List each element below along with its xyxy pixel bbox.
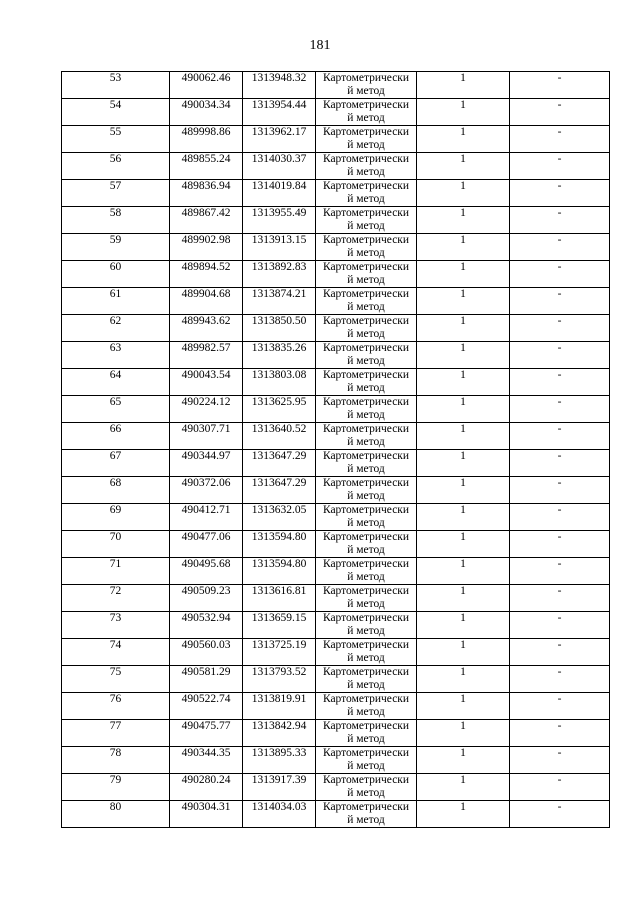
point-number-cell: 80: [62, 801, 170, 828]
precision-cell: 1: [417, 639, 510, 666]
method-line-1: Картометрически: [322, 261, 410, 273]
method-line-1: Картометрически: [322, 477, 410, 489]
precision-cell: 1: [417, 288, 510, 315]
y-coordinate-cell: 1314019.84: [243, 180, 316, 207]
table-row: [62, 693, 610, 720]
method-line-1: Картометрически: [322, 99, 410, 111]
description-cell: -: [510, 801, 610, 828]
description-cell: -: [510, 693, 610, 720]
table-row: [62, 288, 610, 315]
method-cell: [316, 774, 417, 801]
x-coordinate-cell: 490307.71: [170, 423, 243, 450]
table-row: [62, 180, 610, 207]
y-coordinate-cell: 1313725.19: [243, 639, 316, 666]
x-coordinate-cell: 489998.86: [170, 126, 243, 153]
y-coordinate-cell: 1313803.08: [243, 369, 316, 396]
method-line-2: й метод: [347, 544, 385, 556]
table-row: [62, 450, 610, 477]
precision-cell: 1: [417, 747, 510, 774]
description-cell: -: [510, 531, 610, 558]
y-coordinate-cell: 1313842.94: [243, 720, 316, 747]
table-row: [62, 612, 610, 639]
point-number-cell: 68: [62, 477, 170, 504]
precision-cell: 1: [417, 423, 510, 450]
x-coordinate-cell: 490412.71: [170, 504, 243, 531]
table-row: [62, 261, 610, 288]
method-line-2: й метод: [347, 220, 385, 232]
table-row: [62, 747, 610, 774]
method-line-2: й метод: [347, 301, 385, 313]
method-cell: [316, 693, 417, 720]
method-cell: [316, 585, 417, 612]
table-row: [62, 504, 610, 531]
method-line-2: й метод: [347, 409, 385, 421]
method-line-2: й метод: [347, 166, 385, 178]
precision-cell: 1: [417, 342, 510, 369]
precision-cell: 1: [417, 693, 510, 720]
description-cell: -: [510, 261, 610, 288]
y-coordinate-cell: 1313892.83: [243, 261, 316, 288]
x-coordinate-cell: 489943.62: [170, 315, 243, 342]
method-cell: [316, 288, 417, 315]
description-cell: -: [510, 234, 610, 261]
description-cell: -: [510, 720, 610, 747]
table-row: [62, 126, 610, 153]
y-coordinate-cell: 1313594.80: [243, 558, 316, 585]
precision-cell: 1: [417, 477, 510, 504]
y-coordinate-cell: 1313819.91: [243, 693, 316, 720]
method-cell: [316, 423, 417, 450]
point-number-cell: 69: [62, 504, 170, 531]
method-cell: [316, 558, 417, 585]
method-line-1: Картометрически: [322, 747, 410, 759]
point-number-cell: 66: [62, 423, 170, 450]
method-cell: [316, 180, 417, 207]
y-coordinate-cell: 1313616.81: [243, 585, 316, 612]
x-coordinate-cell: 490509.23: [170, 585, 243, 612]
method-line-1: Картометрически: [322, 450, 410, 462]
method-line-2: й метод: [347, 787, 385, 799]
point-number-cell: 76: [62, 693, 170, 720]
method-line-1: Картометрически: [322, 72, 410, 84]
description-cell: -: [510, 126, 610, 153]
method-line-2: й метод: [347, 490, 385, 502]
table-row: [62, 72, 610, 99]
point-number-cell: 58: [62, 207, 170, 234]
method-cell: [316, 342, 417, 369]
description-cell: -: [510, 288, 610, 315]
description-cell: -: [510, 99, 610, 126]
method-line-2: й метод: [347, 274, 385, 286]
y-coordinate-cell: 1314030.37: [243, 153, 316, 180]
method-line-2: й метод: [347, 139, 385, 151]
method-line-1: Картометрически: [322, 126, 410, 138]
method-cell: [316, 126, 417, 153]
method-cell: [316, 531, 417, 558]
method-line-2: й метод: [347, 382, 385, 394]
method-line-2: й метод: [347, 112, 385, 124]
method-cell: [316, 153, 417, 180]
x-coordinate-cell: 489982.57: [170, 342, 243, 369]
method-line-2: й метод: [347, 733, 385, 745]
method-line-1: Картометрически: [322, 234, 410, 246]
precision-cell: 1: [417, 72, 510, 99]
x-coordinate-cell: 489894.52: [170, 261, 243, 288]
method-line-2: й метод: [347, 598, 385, 610]
y-coordinate-cell: 1313594.80: [243, 531, 316, 558]
y-coordinate-cell: 1313647.29: [243, 477, 316, 504]
y-coordinate-cell: 1313948.32: [243, 72, 316, 99]
method-line-1: Картометрически: [322, 423, 410, 435]
x-coordinate-cell: 490475.77: [170, 720, 243, 747]
point-number-cell: 62: [62, 315, 170, 342]
point-number-cell: 67: [62, 450, 170, 477]
precision-cell: 1: [417, 207, 510, 234]
method-line-1: Картометрически: [322, 720, 410, 732]
page-number: 181: [309, 38, 331, 53]
point-number-cell: 70: [62, 531, 170, 558]
method-line-2: й метод: [347, 625, 385, 637]
y-coordinate-cell: 1313917.39: [243, 774, 316, 801]
y-coordinate-cell: 1313954.44: [243, 99, 316, 126]
description-cell: -: [510, 396, 610, 423]
method-line-1: Картометрически: [322, 180, 410, 192]
x-coordinate-cell: 490224.12: [170, 396, 243, 423]
coordinates-table-body: [62, 72, 610, 828]
point-number-cell: 57: [62, 180, 170, 207]
method-cell: [316, 612, 417, 639]
method-line-1: Картометрически: [322, 585, 410, 597]
method-line-1: Картометрически: [322, 801, 410, 813]
description-cell: -: [510, 747, 610, 774]
precision-cell: 1: [417, 504, 510, 531]
method-line-2: й метод: [347, 679, 385, 691]
table-row: [62, 477, 610, 504]
method-cell: [316, 315, 417, 342]
y-coordinate-cell: 1313913.15: [243, 234, 316, 261]
table-row: [62, 207, 610, 234]
method-line-1: Картометрически: [322, 774, 410, 786]
precision-cell: 1: [417, 315, 510, 342]
y-coordinate-cell: 1313659.15: [243, 612, 316, 639]
method-cell: [316, 99, 417, 126]
y-coordinate-cell: 1313874.21: [243, 288, 316, 315]
method-line-1: Картометрически: [322, 639, 410, 651]
method-line-1: Картометрически: [322, 342, 410, 354]
y-coordinate-cell: 1313793.52: [243, 666, 316, 693]
description-cell: -: [510, 207, 610, 234]
x-coordinate-cell: 490034.34: [170, 99, 243, 126]
x-coordinate-cell: 490062.46: [170, 72, 243, 99]
y-coordinate-cell: 1313955.49: [243, 207, 316, 234]
description-cell: -: [510, 666, 610, 693]
x-coordinate-cell: 490477.06: [170, 531, 243, 558]
method-cell: [316, 801, 417, 828]
precision-cell: 1: [417, 558, 510, 585]
method-line-2: й метод: [347, 247, 385, 259]
y-coordinate-cell: 1313632.05: [243, 504, 316, 531]
point-number-cell: 78: [62, 747, 170, 774]
description-cell: -: [510, 504, 610, 531]
x-coordinate-cell: 489836.94: [170, 180, 243, 207]
point-number-cell: 65: [62, 396, 170, 423]
method-cell: [316, 450, 417, 477]
table-row: [62, 558, 610, 585]
y-coordinate-cell: 1313850.50: [243, 315, 316, 342]
precision-cell: 1: [417, 153, 510, 180]
table-row: [62, 342, 610, 369]
precision-cell: 1: [417, 234, 510, 261]
x-coordinate-cell: 490344.97: [170, 450, 243, 477]
precision-cell: 1: [417, 99, 510, 126]
x-coordinate-cell: 490280.24: [170, 774, 243, 801]
y-coordinate-cell: 1313835.26: [243, 342, 316, 369]
point-number-cell: 64: [62, 369, 170, 396]
precision-cell: 1: [417, 396, 510, 423]
description-cell: -: [510, 639, 610, 666]
method-line-1: Картометрически: [322, 153, 410, 165]
method-cell: [316, 477, 417, 504]
method-cell: [316, 261, 417, 288]
method-line-1: Картометрически: [322, 612, 410, 624]
coordinates-table: [61, 71, 610, 828]
description-cell: -: [510, 180, 610, 207]
method-cell: [316, 369, 417, 396]
point-number-cell: 77: [62, 720, 170, 747]
method-line-2: й метод: [347, 85, 385, 97]
method-line-1: Картометрически: [322, 369, 410, 381]
table-row: [62, 720, 610, 747]
method-cell: [316, 72, 417, 99]
table-row: [62, 153, 610, 180]
x-coordinate-cell: 490495.68: [170, 558, 243, 585]
x-coordinate-cell: 489867.42: [170, 207, 243, 234]
x-coordinate-cell: 489855.24: [170, 153, 243, 180]
description-cell: -: [510, 315, 610, 342]
method-cell: [316, 666, 417, 693]
method-cell: [316, 396, 417, 423]
precision-cell: 1: [417, 774, 510, 801]
method-line-2: й метод: [347, 355, 385, 367]
method-line-2: й метод: [347, 436, 385, 448]
precision-cell: 1: [417, 450, 510, 477]
method-line-1: Картометрически: [322, 288, 410, 300]
table-row: [62, 234, 610, 261]
table-row: [62, 801, 610, 828]
precision-cell: 1: [417, 801, 510, 828]
method-cell: [316, 234, 417, 261]
precision-cell: 1: [417, 720, 510, 747]
method-line-2: й метод: [347, 814, 385, 826]
description-cell: -: [510, 477, 610, 504]
description-cell: -: [510, 774, 610, 801]
method-line-2: й метод: [347, 760, 385, 772]
description-cell: -: [510, 585, 610, 612]
method-line-1: Картометрически: [322, 693, 410, 705]
point-number-cell: 60: [62, 261, 170, 288]
y-coordinate-cell: 1313647.29: [243, 450, 316, 477]
precision-cell: 1: [417, 531, 510, 558]
table-row: [62, 585, 610, 612]
method-line-1: Картометрически: [322, 666, 410, 678]
point-number-cell: 75: [62, 666, 170, 693]
description-cell: -: [510, 342, 610, 369]
x-coordinate-cell: 490581.29: [170, 666, 243, 693]
x-coordinate-cell: 490043.54: [170, 369, 243, 396]
point-number-cell: 71: [62, 558, 170, 585]
point-number-cell: 54: [62, 99, 170, 126]
table-row: [62, 531, 610, 558]
point-number-cell: 53: [62, 72, 170, 99]
method-line-1: Картометрически: [322, 504, 410, 516]
precision-cell: 1: [417, 180, 510, 207]
method-cell: [316, 504, 417, 531]
point-number-cell: 73: [62, 612, 170, 639]
y-coordinate-cell: 1313625.95: [243, 396, 316, 423]
x-coordinate-cell: 490560.03: [170, 639, 243, 666]
description-cell: -: [510, 558, 610, 585]
method-line-2: й метод: [347, 571, 385, 583]
table-row: [62, 99, 610, 126]
x-coordinate-cell: 489902.98: [170, 234, 243, 261]
point-number-cell: 74: [62, 639, 170, 666]
method-line-1: Картометрически: [322, 558, 410, 570]
precision-cell: 1: [417, 666, 510, 693]
point-number-cell: 72: [62, 585, 170, 612]
precision-cell: 1: [417, 126, 510, 153]
x-coordinate-cell: 490522.74: [170, 693, 243, 720]
method-line-2: й метод: [347, 193, 385, 205]
table-row: [62, 774, 610, 801]
table-row: [62, 639, 610, 666]
description-cell: -: [510, 369, 610, 396]
description-cell: -: [510, 423, 610, 450]
method-line-2: й метод: [347, 463, 385, 475]
x-coordinate-cell: 490532.94: [170, 612, 243, 639]
point-number-cell: 63: [62, 342, 170, 369]
precision-cell: 1: [417, 585, 510, 612]
table-row: [62, 423, 610, 450]
method-line-2: й метод: [347, 328, 385, 340]
x-coordinate-cell: 490372.06: [170, 477, 243, 504]
table-row: [62, 666, 610, 693]
method-cell: [316, 747, 417, 774]
method-line-2: й метод: [347, 706, 385, 718]
point-number-cell: 55: [62, 126, 170, 153]
method-cell: [316, 207, 417, 234]
method-line-2: й метод: [347, 517, 385, 529]
method-line-1: Картометрически: [322, 531, 410, 543]
x-coordinate-cell: 490344.35: [170, 747, 243, 774]
method-cell: [316, 720, 417, 747]
method-cell: [316, 639, 417, 666]
method-line-2: й метод: [347, 652, 385, 664]
precision-cell: 1: [417, 261, 510, 288]
y-coordinate-cell: 1313895.33: [243, 747, 316, 774]
description-cell: -: [510, 612, 610, 639]
description-cell: -: [510, 153, 610, 180]
table-row: [62, 369, 610, 396]
y-coordinate-cell: 1314034.03: [243, 801, 316, 828]
y-coordinate-cell: 1313640.52: [243, 423, 316, 450]
description-cell: -: [510, 450, 610, 477]
point-number-cell: 79: [62, 774, 170, 801]
point-number-cell: 61: [62, 288, 170, 315]
point-number-cell: 59: [62, 234, 170, 261]
description-cell: -: [510, 72, 610, 99]
method-line-1: Картометрически: [322, 207, 410, 219]
table-row: [62, 396, 610, 423]
x-coordinate-cell: 489904.68: [170, 288, 243, 315]
point-number-cell: 56: [62, 153, 170, 180]
method-line-1: Картометрически: [322, 396, 410, 408]
precision-cell: 1: [417, 612, 510, 639]
table-row: [62, 315, 610, 342]
x-coordinate-cell: 490304.31: [170, 801, 243, 828]
method-line-1: Картометрически: [322, 315, 410, 327]
y-coordinate-cell: 1313962.17: [243, 126, 316, 153]
precision-cell: 1: [417, 369, 510, 396]
